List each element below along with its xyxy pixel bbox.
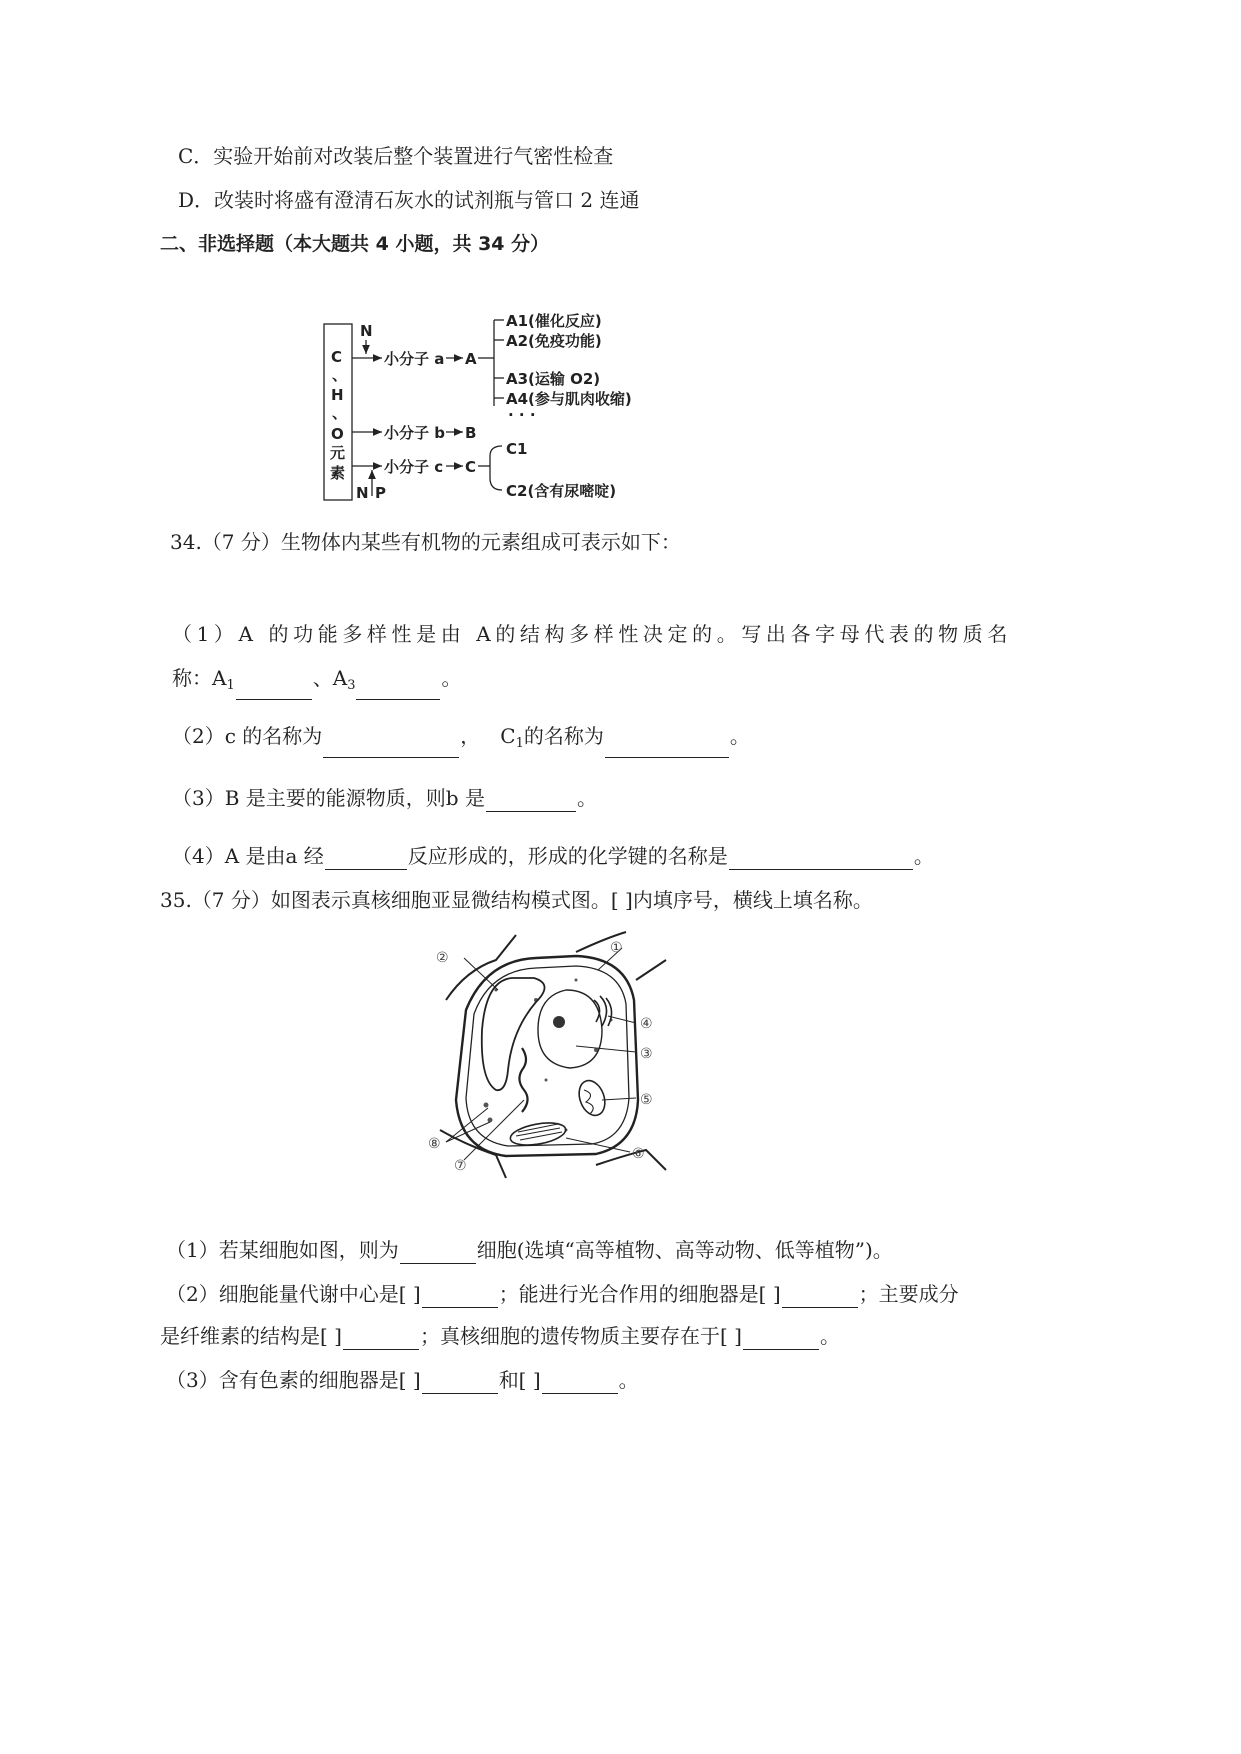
q35-pigment-blank-1[interactable] xyxy=(422,1371,498,1394)
diagram-a1: A1(催化反应) xyxy=(506,312,602,330)
q34-part4-mid: 反应形成的，形成的化学键的名称是 xyxy=(407,844,728,868)
plant-cell-diagram xyxy=(426,930,676,1180)
q34-part1-sep: 、 xyxy=(312,666,333,690)
diagram-small-c: 小分子 c xyxy=(384,458,444,476)
q34-part3-end: 。 xyxy=(576,786,597,810)
cell-label-5: ⑤ xyxy=(640,1092,653,1108)
q34-reaction-blank[interactable] xyxy=(325,847,407,870)
diagram-element-h: H xyxy=(331,386,344,404)
q35-part2-b: ；能进行光合作用的细胞器是[ ] xyxy=(498,1282,781,1306)
diagram-small-b: 小分子 b xyxy=(384,424,445,442)
diagram-dots: · · · xyxy=(508,406,536,424)
diagram-n-top: N xyxy=(360,322,373,340)
cell-label-1: ① xyxy=(610,940,623,956)
diagram-element-sep1: 、 xyxy=(332,366,348,384)
q35-genetic-blank[interactable] xyxy=(743,1327,819,1350)
section-heading: 二、非选择题（本大题共 4 小题，共 34 分） xyxy=(160,233,550,255)
q34-part4 xyxy=(172,842,934,870)
q35-pigment-blank-2[interactable] xyxy=(542,1371,618,1394)
q34-stem: 34.（7 分）生物体内某些有机物的元素组成可表示如下： xyxy=(170,530,681,554)
q34-part1-end: 。 xyxy=(441,666,462,690)
diagram-c1: C1 xyxy=(506,440,528,458)
q34-a3-sub: 3 xyxy=(347,678,356,693)
diagram-big-c: C xyxy=(465,458,477,476)
diagram-a2: A2(免疫功能) xyxy=(506,332,602,350)
q35-part3-a: （3）含有色素的细胞器是[ ] xyxy=(166,1368,421,1392)
q35-stem: 35.（7 分）如图表示真核细胞亚显微结构模式图。[ ]内填序号，横线上填名称。 xyxy=(160,888,873,912)
q34-c1-sub: 1 xyxy=(515,736,524,751)
q35-part2-line2 xyxy=(160,1322,840,1350)
q35-cell-type-blank[interactable] xyxy=(400,1241,476,1264)
q35-part2-e: ；真核细胞的遗传物质主要存在于[ ] xyxy=(419,1324,742,1348)
q35-part2-d: 是纤维素的结构是[ ] xyxy=(160,1324,342,1348)
q34-bond-blank[interactable] xyxy=(729,847,913,870)
q35-energy-blank[interactable] xyxy=(422,1285,498,1308)
q34-a3-label: A xyxy=(332,666,348,690)
q35-part3-b: 和[ ] xyxy=(498,1368,541,1392)
cell-label-6: ⑥ xyxy=(632,1146,645,1162)
option-c: C．实验开始前对改装后整个装置进行气密性检查 xyxy=(178,144,614,168)
diagram-big-b: B xyxy=(465,424,477,442)
q35-part3 xyxy=(166,1366,639,1394)
q34-a1-sub: 1 xyxy=(226,678,235,693)
q34-a1-label: A xyxy=(212,666,227,690)
q34-part2-end: 。 xyxy=(729,724,750,748)
q34-part1-line2 xyxy=(172,664,461,700)
q35-part1 xyxy=(166,1236,893,1264)
diagram-a3: A3(运输 O2) xyxy=(506,370,601,388)
diagram-a4: A4(参与肌肉收缩) xyxy=(506,390,632,408)
q34-a3-blank[interactable] xyxy=(356,677,440,700)
cell-label-4: ④ xyxy=(640,1016,653,1032)
q34-part3-prefix: （3）B 是主要的能源物质，则b 是 xyxy=(172,786,485,810)
q35-part3-end: 。 xyxy=(618,1368,639,1392)
q34-part2-c1-tail: 的名称为 xyxy=(523,724,604,748)
diagram-small-a: 小分子 a xyxy=(384,350,445,368)
cell-label-8: ⑧ xyxy=(428,1136,441,1152)
q34-c1-name-blank[interactable] xyxy=(605,735,729,758)
q34-part2-prefix: （2）c 的名称为 xyxy=(172,724,323,748)
q35-part1-tail: 细胞(选填“高等植物、高等动物、低等植物”)。 xyxy=(476,1238,893,1262)
diagram-big-a: A xyxy=(465,350,477,368)
q34-c1-label: C xyxy=(500,724,516,748)
diagram-c2: C2(含有尿嘧啶) xyxy=(506,482,617,500)
q35-part2-c: ；主要成分 xyxy=(858,1282,959,1306)
q34-part2-mid: ， xyxy=(460,724,481,748)
diagram-element-o: O xyxy=(331,425,344,443)
q35-part2-line1 xyxy=(166,1280,959,1308)
q34-part4-prefix: （4）A 是由a 经 xyxy=(172,844,324,868)
q34-part3 xyxy=(172,784,597,812)
cell-label-2: ② xyxy=(436,950,449,966)
q34-a1-blank[interactable] xyxy=(236,677,312,700)
diagram-element-sep2: 、 xyxy=(332,404,348,422)
element-composition-diagram xyxy=(318,306,678,506)
q35-part2-end: 。 xyxy=(819,1324,840,1348)
cell-label-7: ⑦ xyxy=(454,1158,467,1174)
q34-part1-prefix: 称： xyxy=(172,666,212,690)
q34-part2 xyxy=(172,722,750,758)
q35-part1-prefix: （1）若某细胞如图，则为 xyxy=(166,1238,399,1262)
diagram-element-yuan: 元 xyxy=(330,444,346,462)
q35-part2-a: （2）细胞能量代谢中心是[ ] xyxy=(166,1282,421,1306)
diagram-element-c: C xyxy=(331,348,343,366)
diagram-p-bottom: P xyxy=(375,484,386,502)
q35-photosynthesis-blank[interactable] xyxy=(782,1285,858,1308)
diagram-element-su: 素 xyxy=(330,464,346,482)
q34-c-name-blank[interactable] xyxy=(323,735,459,758)
diagram-n-bottom: N xyxy=(356,484,369,502)
q34-part1-line1: （1）A 的功能多样性是由 A的结构多样性决定的。写出各字母代表的物质名 xyxy=(172,622,1012,646)
option-d: D．改装时将盛有澄清石灰水的试剂瓶与管口 2 连通 xyxy=(178,188,640,212)
q35-cellulose-blank[interactable] xyxy=(343,1327,419,1350)
q34-b-blank[interactable] xyxy=(486,789,576,812)
cell-label-3: ③ xyxy=(640,1046,653,1062)
q34-part4-end: 。 xyxy=(913,844,934,868)
